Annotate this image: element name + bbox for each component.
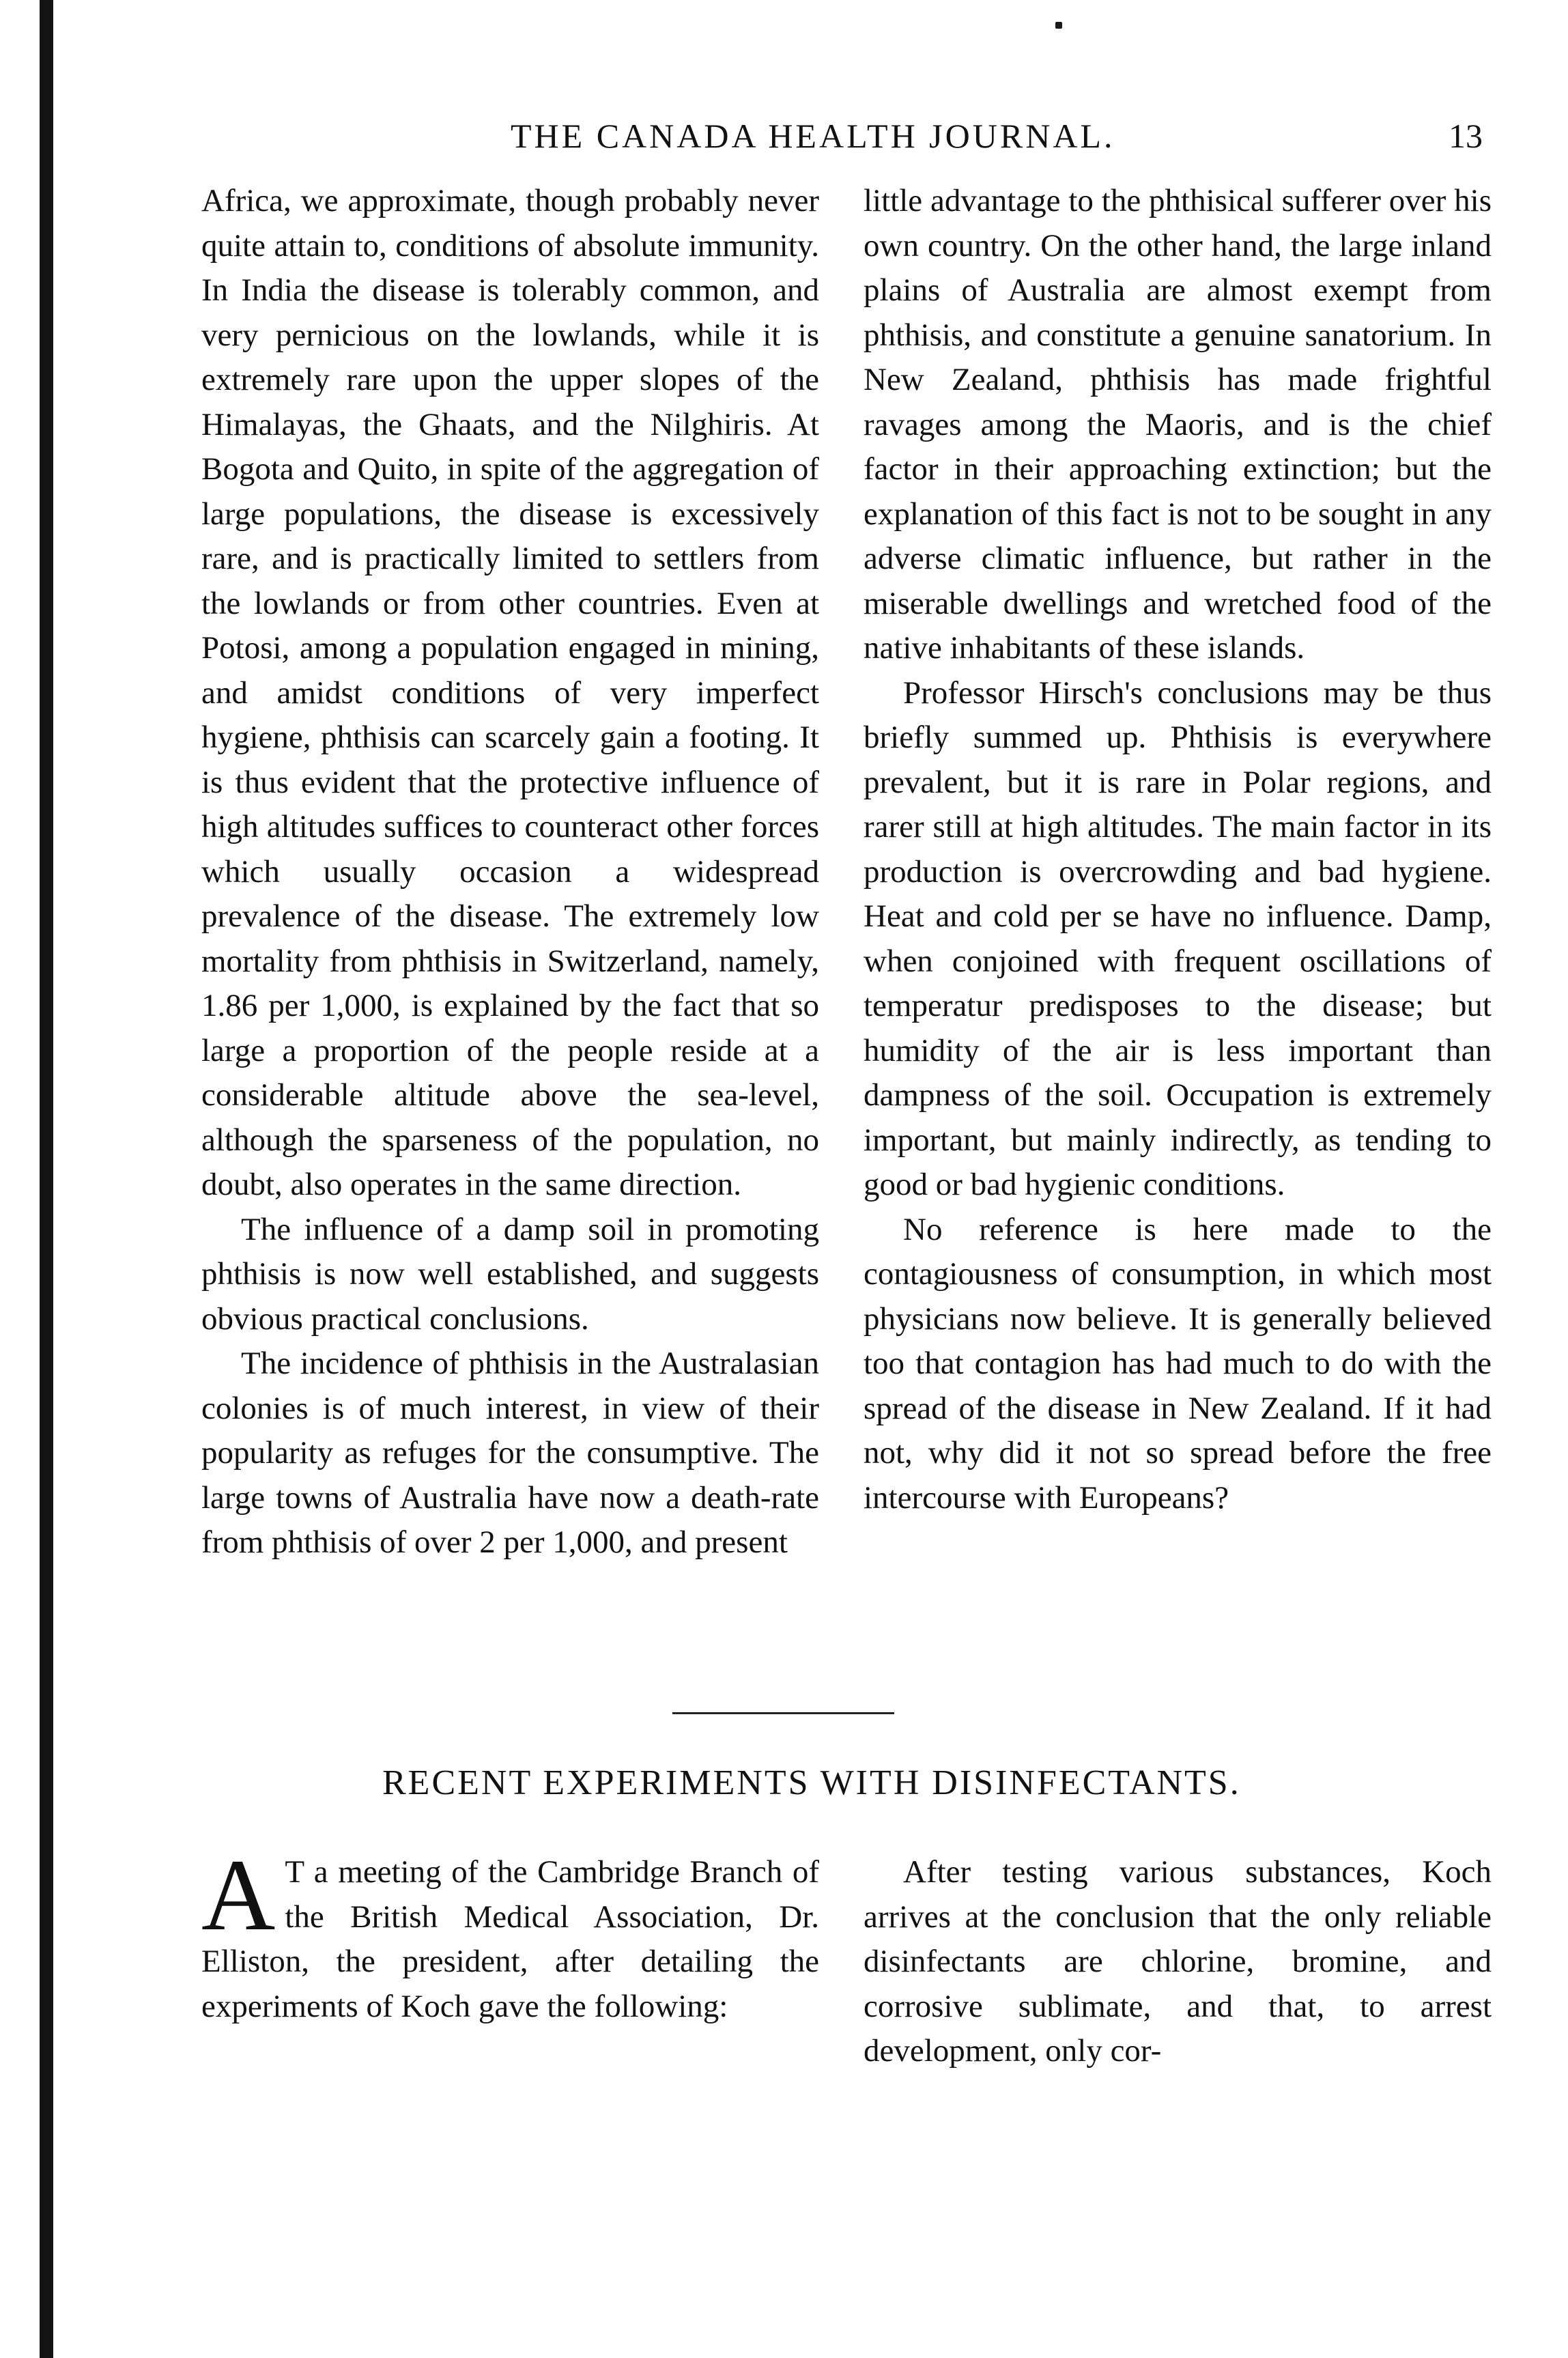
article2-column-right [864,1850,1492,2074]
paragraph-text: T a meeting of the Cambridge Branch of the British Medical Association, Dr. Elliston, the president, after detailing the experiments of Koch gave the following: [201,1854,819,2024]
ink-speck [1055,22,1062,29]
running-head: THE CANADA HEALTH JOURNAL. [511,117,1115,155]
paragraph: After testing various substances, Koch arrives at the conclusion that the only reliable disinfectants are chlorine, bromine, and corrosive sublimate, and that, to arrest development, only cor- [864,1854,1492,2069]
article-title: RECENT EXPERIMENTS WITH DISINFECTANTS. [382,1763,1241,1802]
paragraph: Africa, we approximate, though probably never quite attain to, conditions of absolute immunity. In India the disease is tolerably common, and very pernicious on the lowlands, while it is extremely rare upon the upper slopes of the Himalayas, the Ghaats, and the Nilghiris. At Bogota and Quito, in spite of the aggregation of large populations, the disease is excessively rare, and is practically limited to settlers from the lowlands or from other countries. Even at Potosi, among a population engaged in mining, and amidst conditions of very imperfect hygiene, phthisis can scarcely gain a footing. It is thus evident that the protective influence of high altitudes suffices to counteract other forces which usually occasion a widespread prevalence of the disease. The extremely low mortality from phthisis in Switzerland, namely, 1.86 per 1,000, is explained by the fact that so large a proportion of the people reside at a considerable altitude above the sea-level, although the sparseness of the population, no doubt, also operates in the same direction. [201,183,819,1202]
paragraph: The incidence of phthisis in the Australasian colonies is of much interest, in view of their popularity as refuges for the consumptive. The large towns of Australia have now a death-rate from phthisis of over 2 per 1,000, and present [201,1346,819,1560]
page-spine-edge [40,0,53,2358]
paragraph [201,1838,819,2029]
section-divider [672,1712,894,1714]
paragraph: No reference is here made to the contagiousness of consumption, in which most physicians now believe. It is generally believed too that contagion has had much to do with the spread of the disease in New Zealand. If it had not, why did it not so spread before the free intercourse with Europeans? [864,1211,1492,1516]
article1-column-left [201,179,819,1565]
drop-cap: A [201,1838,276,1952]
article1-column-right [864,179,1492,1520]
page-number: 13 [1449,117,1483,155]
article2-column-left [201,1838,819,2029]
paragraph: The influence of a damp soil in promoting phthisis is now well established, and suggests obvious practical conclusions. [201,1211,819,1337]
paragraph: little advantage to the phthisical sufferer over his own country. On the other hand, the large inland plains of Australia are almost exempt from phthisis, and constitute a genuine sanatorium. In New Zealand, phthisis has made frightful ravages among the Maoris, and is the chief factor in their approaching extinction; but the explanation of this fact is not to be sought in any adverse climatic influence, but rather in the miserable dwellings and wretched food of the native inhabitants of these islands. [864,183,1492,666]
paragraph: Professor Hirsch's conclusions may be thus briefly summed up. Phthisis is everywhere prevalent, but it is rare in Polar regions, and rarer still at high altitudes. The main factor in its production is overcrowding and bad hygiene. Heat and cold per se have no influence. Damp, when conjoined with frequent oscillations of temperatur predisposes to the disease; but humidity of the air is less important than dampness of the soil. Occupation is extremely important, but mainly indirectly, as tending to good or bad hygienic conditions. [864,674,1492,1202]
